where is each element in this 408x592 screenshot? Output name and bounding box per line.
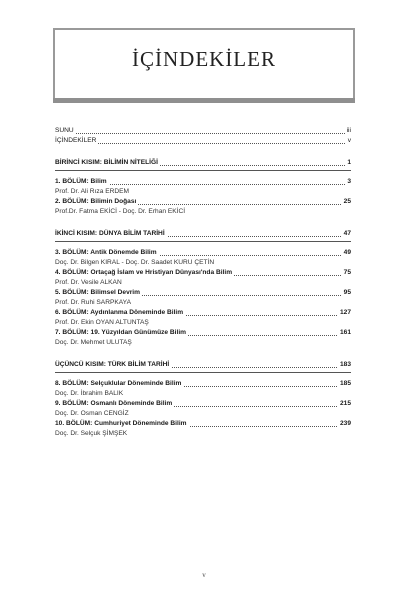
chapter-author: Doç. Dr. İbrahim BALIK [55,390,124,397]
chapter-entry[interactable] [55,399,351,409]
chapter-author: Prof. Dr. Ruhi SARPKAYA [55,299,131,306]
chapter-page: 49 [343,249,351,256]
chapter-entry[interactable] [55,419,351,429]
dot-leader [55,133,351,134]
chapter-title: 7. BÖLÜM: 19. Yüzyıldan Günümüze Bilim [55,329,187,336]
part-heading-label: ÜÇÜNCÜ KISIM: TÜRK BİLİM TARİHİ [55,361,170,368]
part-heading-page: 183 [339,361,351,368]
chapter-page: 215 [339,400,351,407]
chapter-title: 10. BÖLÜM: Cumhuriyet Döneminde Bilim [55,420,187,427]
chapter-title: 5. BÖLÜM: Bilimsel Devrim [55,289,141,296]
chapter-author: Prof.Dr. Fatma EKİCİ - Doç. Dr. Erhan EKİCİ [55,208,186,215]
chapter-author: Prof. Dr. Ekin OYAN ALTUNTAŞ [55,319,149,326]
toc-entry-label: İÇİNDEKİLER [55,137,97,144]
part-heading-page: 1 [347,159,351,166]
chapter-title: 6. BÖLÜM: Aydınlanma Döneminde Bilim [55,309,184,316]
chapter-title: 8. BÖLÜM: Selçuklular Döneminde Bilim [55,380,182,387]
chapter-entry[interactable] [55,268,351,278]
part-heading-label: İKİNCİ KISIM: DÜNYA BİLİM TARİHİ [55,230,165,237]
toc-entry-icindekiler[interactable] [55,136,351,146]
title-frame-shadow [53,98,355,103]
part-heading-label: BİRİNCİ KISIM: BİLİMİN NİTELİĞİ [55,159,158,166]
chapter-title: 9. BÖLÜM: Osmanlı Döneminde Bilim [55,400,173,407]
page-title: İÇİNDEKİLER [132,47,276,71]
title-frame [53,28,355,100]
chapter-entry[interactable] [55,328,351,338]
chapter-entry[interactable] [55,308,351,318]
chapter-author: Doç. Dr. Bilgen KIRAL - Doç. Dr. Saadet KURU ÇETİN [55,259,215,266]
chapter-title: 1. BÖLÜM: Bilim [55,178,107,185]
chapter-author: Doç. Dr. Selçuk ŞİMŞEK [55,430,128,437]
chapter-author: Prof. Dr. Vesile ALKAN [55,279,122,286]
chapter-author: Doç. Dr. Mehmet ULUTAŞ [55,339,132,346]
chapter-page: 95 [343,289,351,296]
chapter-page: 239 [339,420,351,427]
toc-entry-page: iii [346,127,351,134]
chapter-entry[interactable] [55,288,351,298]
chapter-page: 3 [347,178,351,185]
chapter-page: 127 [339,309,351,316]
chapter-entry[interactable] [55,177,351,187]
chapter-page: 75 [343,269,351,276]
page-number: v [202,571,206,579]
chapter-page: 25 [343,198,351,205]
chapter-author: Prof. Dr. Ali Rıza ERDEM [55,188,130,195]
dot-leader [55,143,351,144]
chapter-title: 4. BÖLÜM: Ortaçağ İslam ve Hristiyan Dünyası'nda Bilim [55,269,233,276]
part-heading[interactable] [55,229,351,239]
part-heading[interactable] [55,158,351,168]
toc-entry-sunu[interactable] [55,126,351,136]
table-of-contents [55,126,351,439]
part-heading-page: 47 [343,230,351,237]
toc-entry-page: v [347,137,351,144]
toc-entry-label: SUNU [55,127,74,134]
chapter-title: 3. BÖLÜM: Antik Dönemde Bilim [55,249,157,256]
chapter-entry[interactable] [55,248,351,258]
part-heading[interactable] [55,360,351,370]
chapter-author: Doç. Dr. Osman CENGİZ [55,410,129,417]
chapter-page: 185 [339,380,351,387]
chapter-entry[interactable] [55,197,351,207]
chapter-entry[interactable] [55,379,351,389]
chapter-page: 161 [339,329,351,336]
chapter-title: 2. BÖLÜM: Bilimin Doğası [55,198,137,205]
